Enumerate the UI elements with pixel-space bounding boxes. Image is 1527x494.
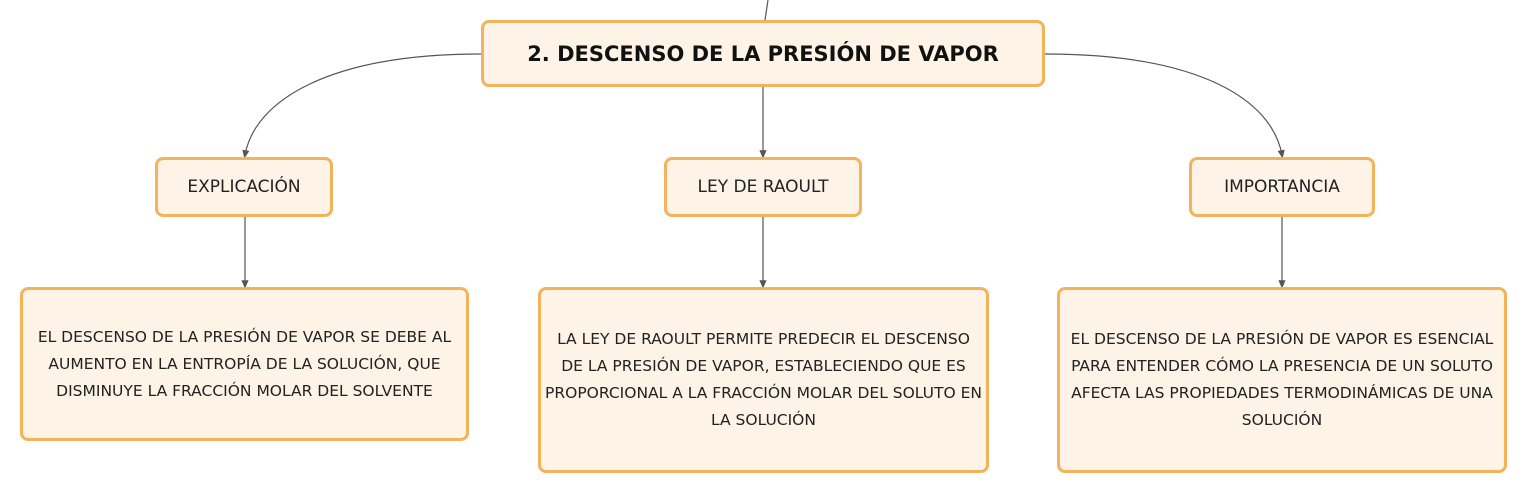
- branch-label: LEY DE RAOULT: [697, 177, 829, 197]
- root-topic[interactable]: [481, 20, 1045, 87]
- connector-root-to-explicacion: [245, 54, 481, 155]
- branch-importancia[interactable]: [1189, 157, 1375, 217]
- detail-text: EL DESCENSO DE LA PRESIÓN DE VAPOR SE DEBE AL AUMENTO EN LA ENTROPÍA DE LA SOLUCIÓN, QUE DISMINUYE LA FRACCIÓN MOLAR DEL SOLVENTE: [37, 327, 452, 400]
- root-topic-title: 2. DESCENSO DE LA PRESIÓN DE VAPOR: [527, 41, 999, 66]
- connector-root-to-importancia: [1045, 54, 1282, 155]
- detail-explicacion[interactable]: [20, 287, 469, 441]
- branch-ley-de-raoult[interactable]: [664, 157, 862, 217]
- parent-connector: [765, 0, 768, 20]
- detail-ley-de-raoult[interactable]: [538, 287, 989, 473]
- branch-label: IMPORTANCIA: [1224, 177, 1340, 197]
- branch-label: EXPLICACIÓN: [187, 177, 301, 197]
- detail-text: LA LEY DE RAOULT PERMITE PREDECIR EL DESCENSO DE LA PRESIÓN DE VAPOR, ESTABLECIENDO QUE ES PROPORCIONAL A LA FRACCIÓN MOLAR DEL SOLUTO EN LA SOLUCIÓN: [545, 330, 982, 429]
- detail-importancia[interactable]: [1057, 287, 1507, 473]
- branch-explicacion[interactable]: [155, 157, 333, 217]
- detail-text: EL DESCENSO DE LA PRESIÓN DE VAPOR ES ESENCIAL PARA ENTENDER CÓMO LA PRESENCIA DE UN SOLUTO AFECTA LAS PROPIEDADES TERMODINÁMICAS DE UNA SOLUCIÓN: [1070, 330, 1494, 429]
